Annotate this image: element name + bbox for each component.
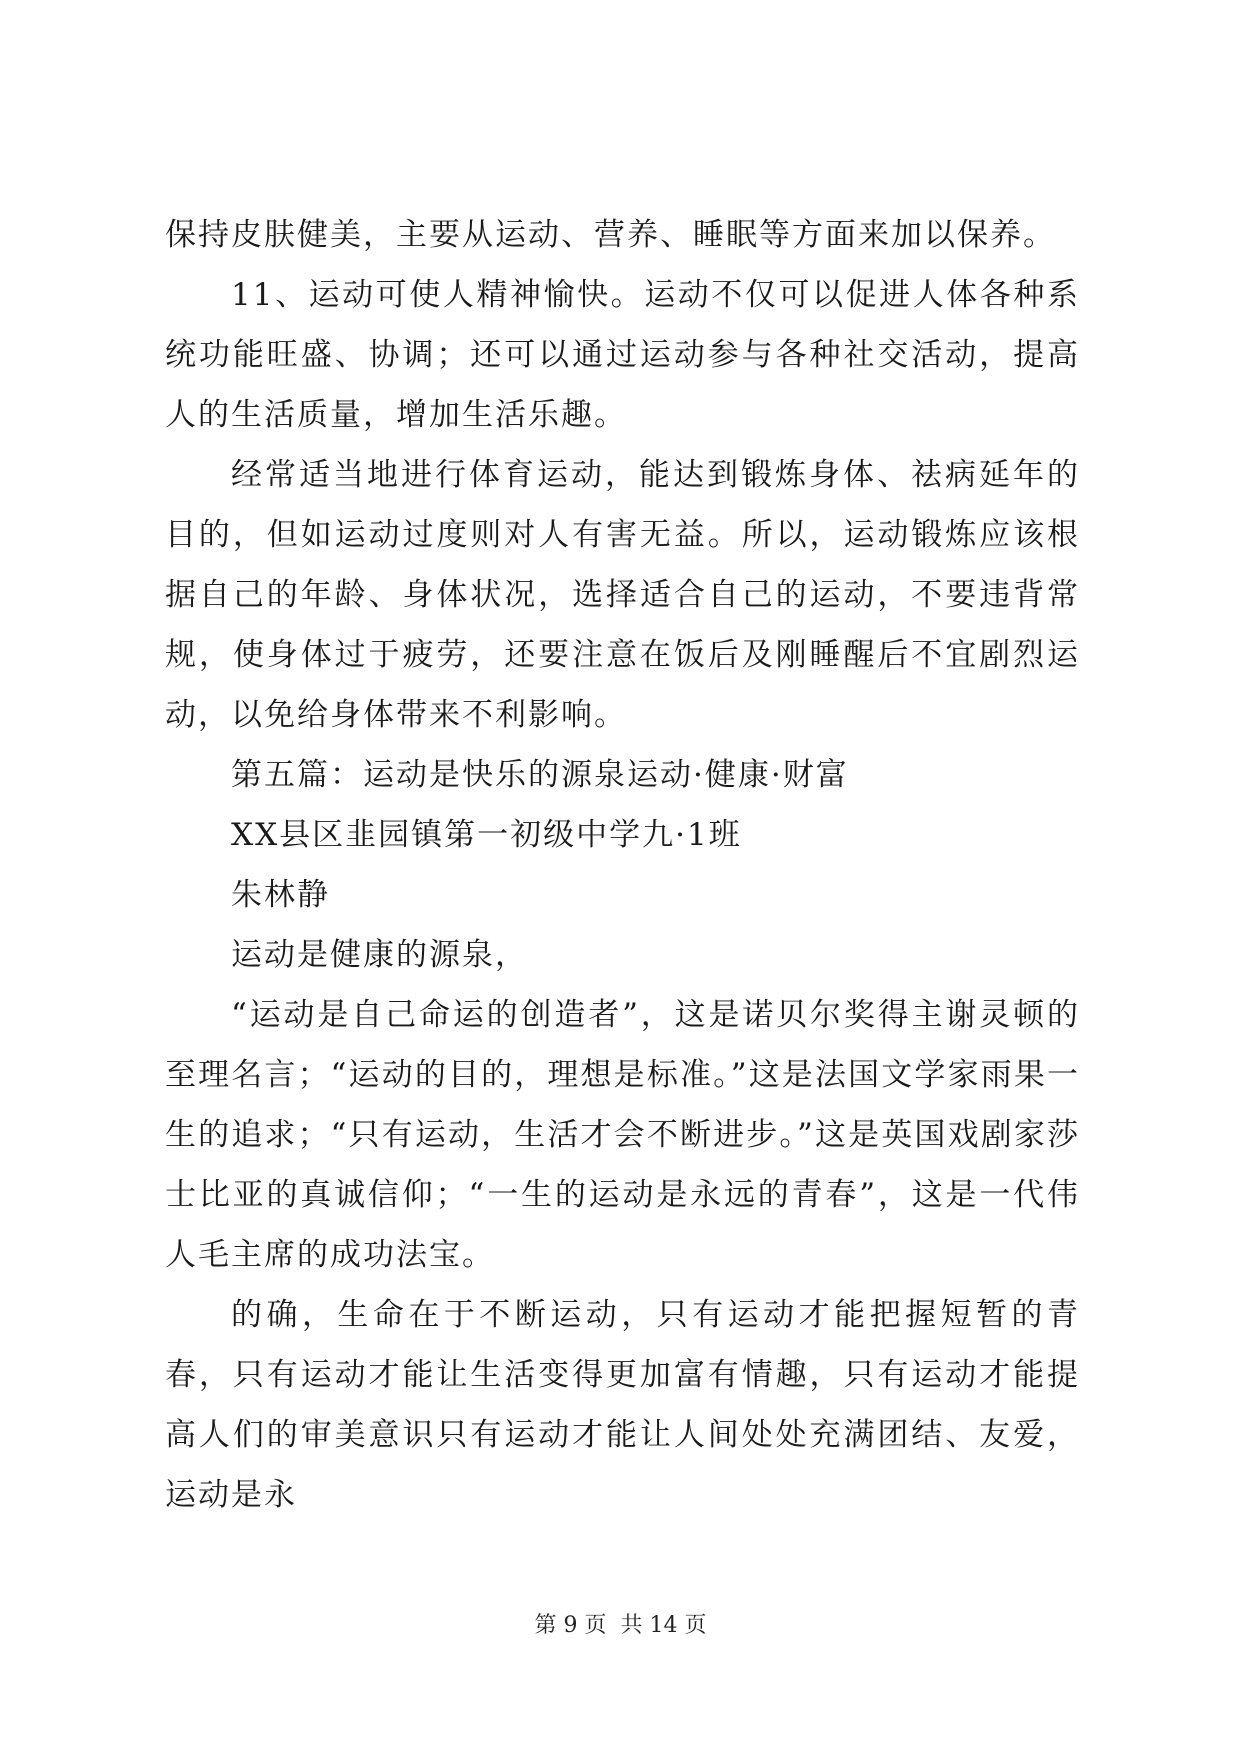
- page-number: 第 9 页 共 14 页: [534, 1613, 707, 1638]
- paragraph-1: 保持皮肤健美，主要从运动、营养、睡眠等方面来加以保养。: [165, 217, 1056, 253]
- author-name: 朱林静: [231, 877, 330, 913]
- document-body: [165, 205, 1080, 1525]
- page-footer: [0, 1608, 1241, 1639]
- author-school: XX县区韭园镇第一初级中学九·1班: [231, 817, 742, 853]
- paragraph-2: 11、运动可使人精神愉快。运动不仅可以促进人体各种系统功能旺盛、协调；还可以通过运动参与各种社交活动，提高人的生活质量，增加生活乐趣。: [165, 277, 1080, 433]
- paragraph-4: 运动是健康的源泉，: [231, 937, 528, 973]
- section-heading: 第五篇：运动是快乐的源泉运动·健康·财富: [231, 757, 849, 793]
- paragraph-6: 的确，生命在于不断运动，只有运动才能把握短暂的青春，只有运动才能让生活变得更加富有情趣，只有运动才能提高人们的审美意识只有运动才能让人间处处充满团结、友爱，运动是永: [165, 1297, 1080, 1513]
- paragraph-3: 经常适当地进行体育运动，能达到锻炼身体、祛病延年的目的，但如运动过度则对人有害无益。所以，运动锻炼应该根据自己的年龄、身体状况，选择适合自己的运动，不要违背常规，使身体过于疲劳，还要注意在饭后及刚睡醒后不宜剧烈运动，以免给身体带来不利影响。: [165, 457, 1080, 733]
- paragraph-5: “运动是自己命运的创造者”，这是诺贝尔奖得主谢灵顿的至理名言；“运动的目的，理想是标准。”这是法国文学家雨果一生的追求；“只有运动，生活才会不断进步。”这是英国戏剧家莎士比亚的真诚信仰；“一生的运动是永远的青春”，这是一代伟人毛主席的成功法宝。: [165, 997, 1080, 1273]
